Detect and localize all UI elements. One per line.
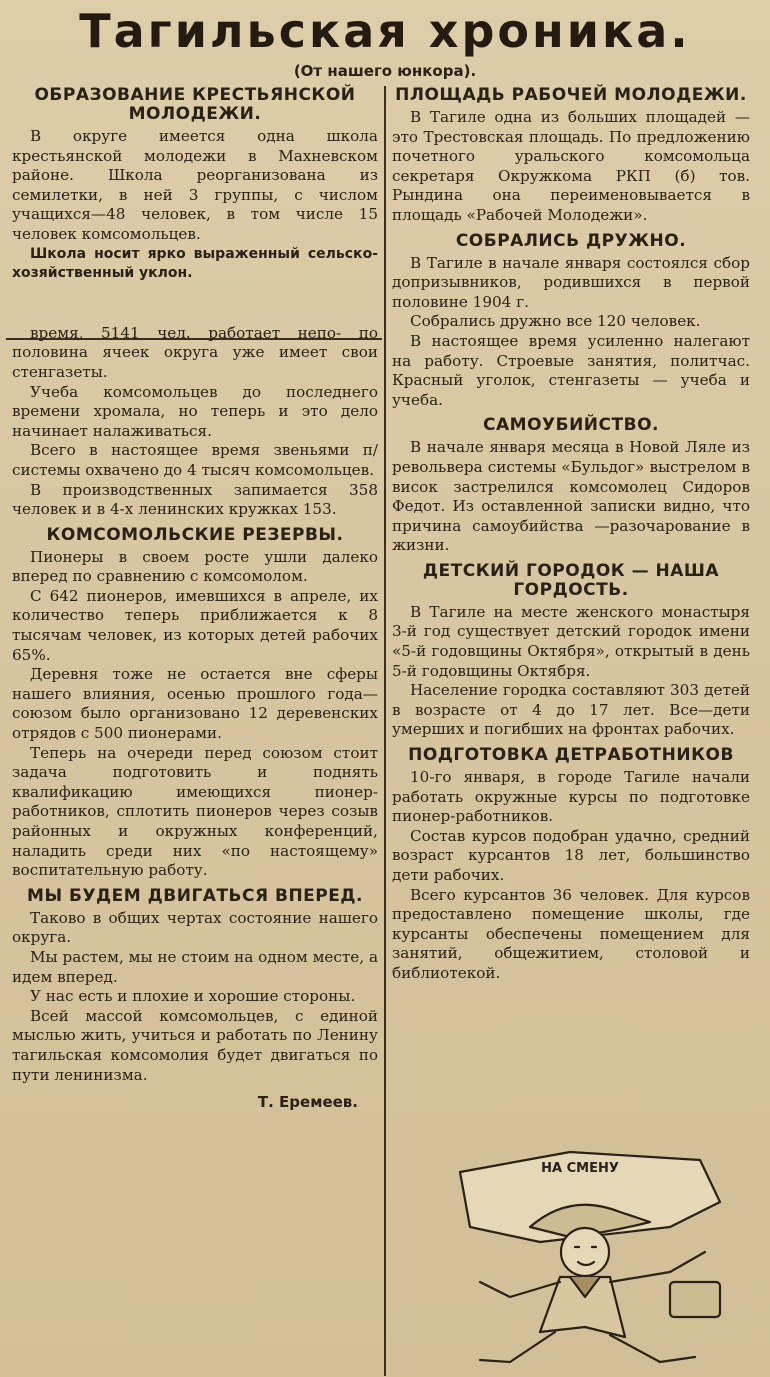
headline-youth-square: ПЛОЩАДЬ РАБОЧЕЙ МОЛОДЕЖИ. [395,85,747,105]
paragraph: Деревня тоже не остается вне сферы нашего влияния, осенью прошлого года—союзом было организовано 12 деревенских отрядов с 500 пионерами. [12,665,378,743]
paragraph: У нас есть и плохие и хорошие стороны. [30,987,356,1006]
paragraph: Учеба комсомольцев до последнего времени хромала, но теперь и это дело начинает налаживаться. [12,382,378,440]
paragraph: Собрались дружно все 120 человек. [410,312,701,331]
paragraph: Пионеры в своем росте ушли далеко вперед по сравнению с комсомолом. [12,547,378,586]
paragraph: Население городка составляют 303 детей в возрасте от 4 до 17 лет. Все—дети умерших и погибших на фронтах рабочих. [392,681,750,739]
headline-moving-forward: МЫ БУДЕМ ДВИГАТЬСЯ ВПЕРЕД. [27,885,363,906]
headline-childrens-town: ДЕТСКИЙ ГОРОДОК — НАША ГОРДОСТЬ. [422,560,720,600]
paragraph: Всей массой комсомольцев, с единой мыслью жить, учиться и работать по Ленину тагильская комсомолия будет двигаться по пути ленинизма. [12,1006,378,1084]
paragraph: Состав курсов подобран удачно, средний возраст курсантов 18 лет, большинство дети рабочих. [392,826,750,884]
byline: (От нашего юнкора). [293,62,477,80]
headline-training: ПОДГОТОВКА ДЕТРАБОТНИКОВ [408,745,734,766]
paragraph: В начале января месяца в Новой Ляле из револьвера системы «Бульдог» выстрелом в висок застрелился комсомолец Сидоров Федот. Из оставленной записки видно, что причина самоубийства —разочарование в жизни. [392,438,750,555]
paragraph: Мы растем, мы не стоим на одном месте, а идем вперед. [12,947,378,986]
paragraph: В производственных запимается 358 человек и в 4-х ленинских кружках 153. [12,480,378,519]
headline-gathered: СОБРАЛИСЬ ДРУЖНО. [455,230,687,251]
paragraph-bold: Школа носит ярко выраженный сельско-хозяйственный уклон. [12,245,378,282]
paragraph: В Тагиле в начале января состоялся сбор допризывников, родившихся в первой половине 1904 г. [392,253,750,311]
headline-suicide: САМОУБИЙСТВО. [483,415,659,436]
paragraph: В округе имеется одна школа крестьянской молодежи в Махневском районе. Школа реорганизована из семилетки, в ней 3 группы, с числом учащихся—48 человек, в том числе 15 человек комсомольцев. [12,127,378,243]
paragraph: Всего в настоящее время звеньями п/системы охвачено до 4 тысяч комсомольцев. [12,441,378,479]
young-pioneer-cartoon-icon [420,1132,760,1372]
paragraph: Таково в общих чертах состояние нашего округа. [12,908,378,947]
paragraph: В настоящее время усиленно налегают на работу. Строевые занятия, политчас. Красный уголок, стенгазеты — учеба и учеба. [392,331,750,409]
cartoon-banner: НА СМЕНУ [541,1161,619,1176]
masthead: Тагильская хроника. [79,4,691,58]
paragraph: 10-го января, в городе Тагиле начали работать окружные курсы по подготовке пионер-работников. [392,768,750,826]
section-divider [6,338,382,340]
column-divider [384,86,386,1376]
paragraph: Всего курсантов 36 человек. Для курсов предоставлено помещение школы, где курсанты обеспечены помещением для занятий, общежитием, столовой и библиотекой. [392,885,750,982]
paragraph: В Тагиле на месте женского монастыря 3-й год существует детский городок имени «5-й годовщины Октября», открытый в день 5-й годовщины Октября. [392,602,750,680]
paragraph: время, 5141 чел. работает непо- по половина ячеек округа уже имеет свои стенгазеты. [12,323,378,381]
author-signature: Т. Еремеев. [257,1093,358,1112]
right-column [392,86,750,984]
headline-peasant-youth: ОБРАЗОВАНИЕ КРЕСТЬЯНСКОЙ МОЛОДЕЖИ. [34,85,356,124]
left-column [12,86,378,1111]
paragraph: Теперь на очереди перед союзом стоит задача подготовить и поднять квалификацию имеющихся пионер-работников, сплотить пионеров через созыв районных и окружных конференций, наладить среди них «по настоящему» воспитательную работу. [12,743,378,880]
paragraph: В Тагиле одна из больших площадей — это Трестовская площадь. По предложению почетного уральского комсомольца секретаря Окружкома РКП (б) тов. Рындина она переименовывается в площадь «Рабочей Молодежи». [392,108,750,224]
paragraph: С 642 пионеров, имевшихся в апреле, их количество теперь приближается к 8 тысячам человек, из которых детей рабочих 65%. [12,586,378,664]
headline-komsomol-reserves: КОМСОМОЛЬСКИЕ РЕЗЕРВЫ. [46,524,344,545]
